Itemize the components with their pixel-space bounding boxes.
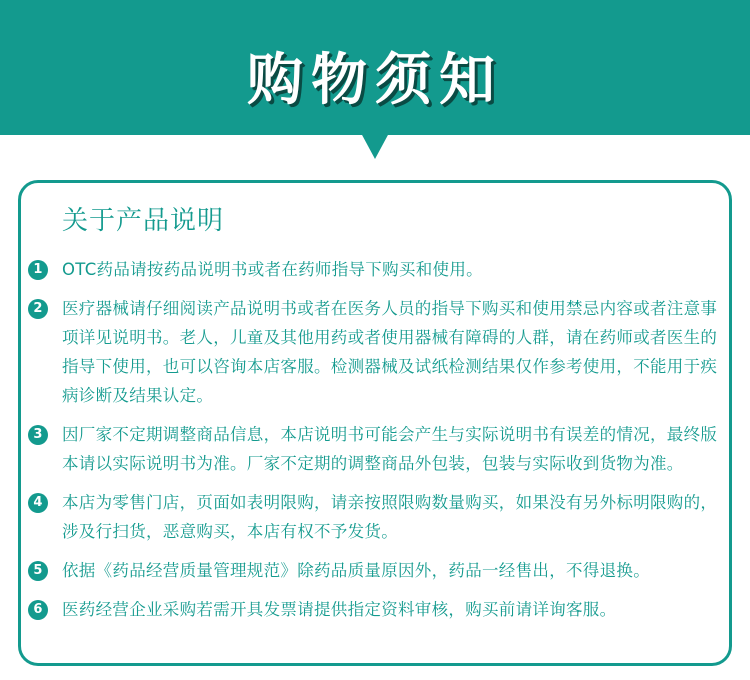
number-badge: 1: [28, 260, 48, 280]
notice-text: 医疗器械请仔细阅读产品说明书或者在医务人员的指导下购买和使用禁忌内容或者注意事项详见说明书。老人，儿童及其他用药或者使用器械有障碍的人群，请在药师或者医生的指导下使用，也可以咨询本店客服。检测器械及试纸检测结果仅作参考使用，不能用于疾病诊断及结果认定。: [62, 299, 718, 405]
banner-pointer-arrow: [361, 133, 389, 159]
number-badge: 3: [28, 425, 48, 445]
notice-item-3: [26, 420, 726, 478]
notice-text: OTC药品请按药品说明书或者在药师指导下购买和使用。: [62, 260, 483, 279]
section-title: 关于产品说明: [62, 206, 225, 236]
notice-item-2: [26, 294, 726, 410]
notice-text: 医药经营企业采购若需开具发票请提供指定资料审核，购买前请详询客服。: [62, 600, 617, 619]
notice-text: 因厂家不定期调整商品信息，本店说明书可能会产生与实际说明书有误差的情况，最终版本请以实际说明书为准。厂家不定期的调整商品外包装，包装与实际收到货物为准。: [62, 425, 718, 473]
notice-item-1: [26, 255, 726, 284]
notice-item-4: [26, 488, 726, 546]
number-badge: 2: [28, 299, 48, 319]
number-badge: 5: [28, 561, 48, 581]
number-badge: 6: [28, 600, 48, 620]
number-badge: 4: [28, 493, 48, 513]
notice-item-5: [26, 556, 726, 585]
notice-item-6: [26, 595, 726, 624]
notice-text: 本店为零售门店，页面如表明限购，请亲按照限购数量购买，如果没有另外标明限购的，涉及行扫货，恶意购买，本店有权不予发货。: [62, 493, 718, 541]
notice-list: [26, 255, 726, 634]
page-title: 购物须知: [247, 48, 503, 113]
notice-text: 依据《药品经营质量管理规范》除药品质量原因外，药品一经售出，不得退换。: [62, 561, 650, 580]
header-banner: [0, 0, 750, 135]
